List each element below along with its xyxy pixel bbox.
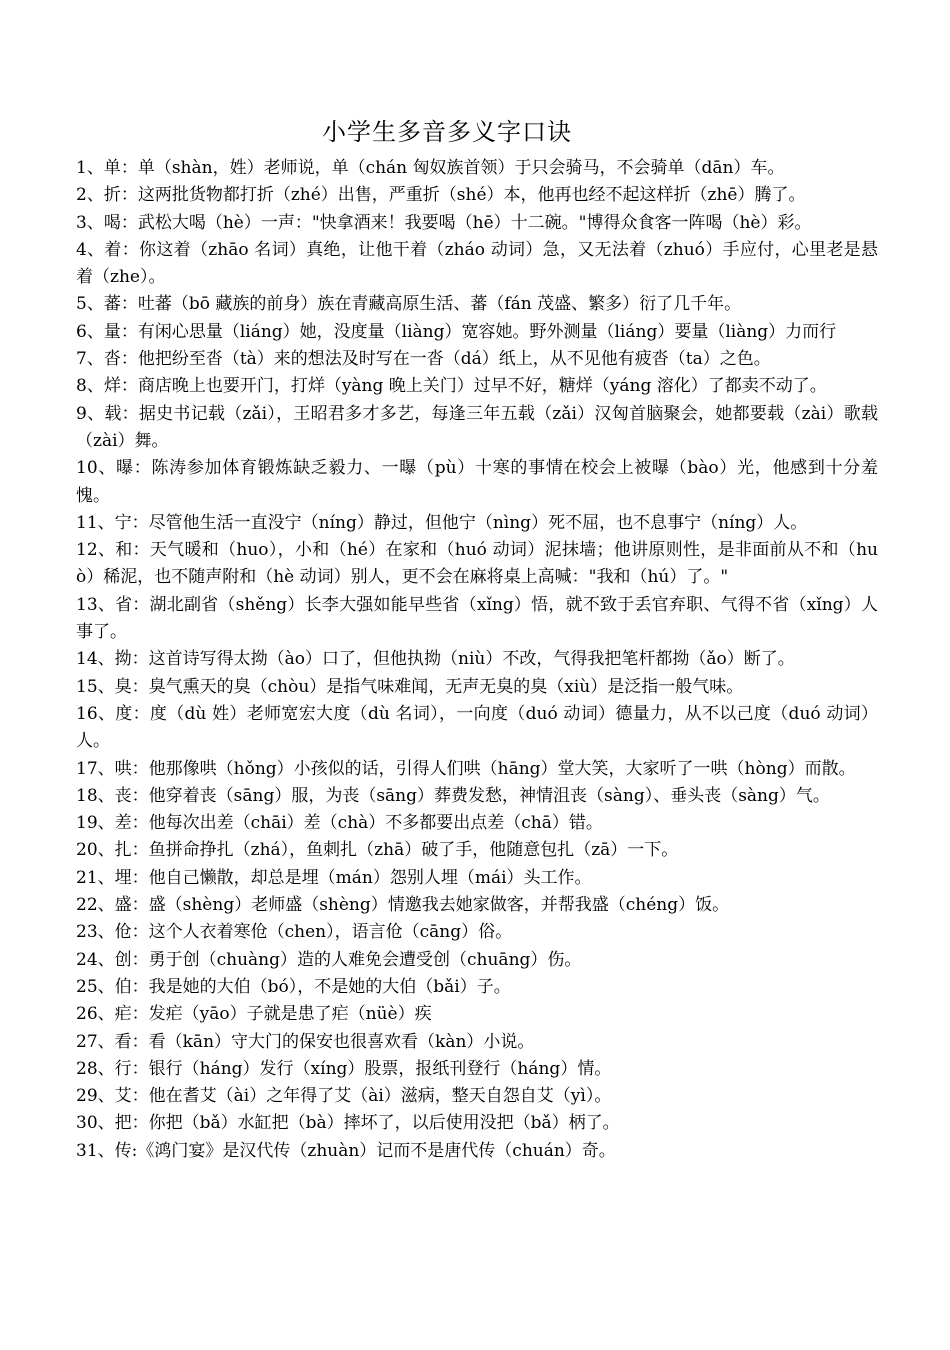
list-item: 23、伧：这个人衣着寒伧（chen），语言伧（cāng）俗。 [76, 922, 513, 943]
list-item: 27、看：看（kān）守大门的保安也很喜欢看（kàn）小说。 [76, 1031, 535, 1052]
entry-list [76, 155, 878, 1165]
list-item: 29、艾：他在耆艾（ài）之年得了艾（ài）滋病，整天自怨自艾（yì）。 [76, 1086, 612, 1107]
list-item: 4、着：你这着（zhāo 名词）真绝，让他干着（zháo 动词）急，又无法着（zhuó）手应付，心里老是悬着（zhe）。 [76, 239, 878, 288]
list-item: 18、丧：他穿着丧（sāng）服，为丧（sāng）葬费发愁，神情沮丧（sàng）、垂头丧（sàng）气。 [76, 785, 830, 806]
list-item: 2、折：这两批货物都打折（zhé）出售，严重折（shé）本，他再也经不起这样折（zhē）腾了。 [76, 185, 806, 206]
list-item: 20、扎：鱼拼命挣扎（zhá），鱼刺扎（zhā）破了手，他随意包扎（zā）一下。 [76, 840, 679, 861]
list-item: 15、臭：臭气熏天的臭（chòu）是指气味难闻，无声无臭的臭（xiù）是泛指一般气味。 [76, 676, 744, 697]
list-item: 26、疟：发疟（yāo）子就是患了疟（nüè）疾 [76, 1004, 432, 1025]
list-item: 1、单：单（shàn，姓）老师说，单（chán 匈奴族首领）于只会骑马，不会骑单（dān）车。 [76, 158, 785, 178]
list-item: 22、盛：盛（shèng）老师盛（shèng）情邀我去她家做客，并帮我盛（chéng）饭。 [76, 895, 730, 916]
list-item: 21、埋：他自己懒散，却总是埋（mán）怨别人埋（mái）头工作。 [76, 867, 592, 888]
page-title: 小学生多音多义字口诀 [322, 118, 572, 146]
list-item: 8、烊：商店晚上也要开门，打烊（yàng 晚上关门）过早不好，糖烊（yáng 溶化）了都卖不动了。 [76, 376, 827, 397]
list-item: 30、把：你把（bǎ）水缸把（bà）摔坏了，以后使用没把（bǎ）柄了。 [76, 1113, 620, 1134]
list-item: 10、曝：陈涛参加体育锻炼缺乏毅力、一曝（pù）十寒的事情在校会上被曝（bào）光，他感到十分羞愧。 [76, 458, 878, 506]
list-item: 31、传:《鸿门宴》是汉代传（zhuàn）记而不是唐代传（chuán）奇。 [76, 1140, 616, 1161]
list-item: 28、行：银行（háng）发行（xíng）股票，报纸刊登行（háng）情。 [76, 1058, 612, 1079]
list-item: 5、蕃：吐蕃（bō 藏族的前身）族在青藏高原生活、蕃（fán 茂盛、繁多）衍了几千年。 [76, 294, 742, 315]
list-item: 12、和：天气暖和（huo），小和（hé）在家和（huó 动词）泥抹墙；他讲原则性，是非面前从不和（huò）稀泥，也不随声附和（hè 动词）别人，更不会在麻将桌上高喊："我和（hú）了。" [76, 540, 878, 588]
list-item: 11、宁：尽管他生活一直没宁（níng）静过，但他宁（nìng）死不屈，也不息事宁（níng）人。 [76, 512, 808, 533]
list-item: 25、伯：我是她的大伯（bó），不是她的大伯（bǎi）子。 [76, 976, 511, 997]
list-item: 9、载：据史书记载（zǎi），王昭君多才多艺，每逢三年五载（zǎi）汉匈首脑聚会，她都要载（zài）歌载（zài）舞。 [76, 403, 878, 451]
list-item: 17、哄：他那像哄（hǒng）小孩似的话，引得人们哄（hāng）堂大笑，大家听了一哄（hòng）而散。 [76, 758, 856, 779]
list-item: 14、拗：这首诗写得太拗（ào）口了，但他执拗（niù）不改，气得我把笔杆都拗（ǎo）断了。 [76, 649, 795, 670]
list-item: 13、省：湖北副省（shěng）长李大强如能早些省（xǐng）悟，就不致于丢官弃职、气得不省（xǐng）人事了。 [76, 594, 878, 643]
list-item: 19、差：他每次出差（chāi）差（chà）不多都要出点差（chā）错。 [76, 813, 603, 834]
list-item: 6、量：有闲心思量（liáng）她，没度量（liàng）宽容她。野外测量（liáng）要量（liàng）力而行 [76, 321, 837, 342]
list-item: 16、度：度（dù 姓）老师宽宏大度（dù 名词），一向度（duó 动词）德量力，从不以己度（duó 动词）人。 [76, 703, 878, 752]
list-item: 3、喝：武松大喝（hè）一声："快拿酒来！我要喝（hē）十二碗。"博得众食客一阵喝（hè）彩。 [76, 212, 812, 233]
document-page [76, 112, 878, 1165]
list-item: 24、创：勇于创（chuàng）造的人难免会遭受创（chuāng）伤。 [76, 949, 582, 970]
list-item: 7、沓：他把纷至沓（tà）来的想法及时写在一沓（dá）纸上，从不见他有疲沓（ta）之色。 [76, 349, 771, 370]
